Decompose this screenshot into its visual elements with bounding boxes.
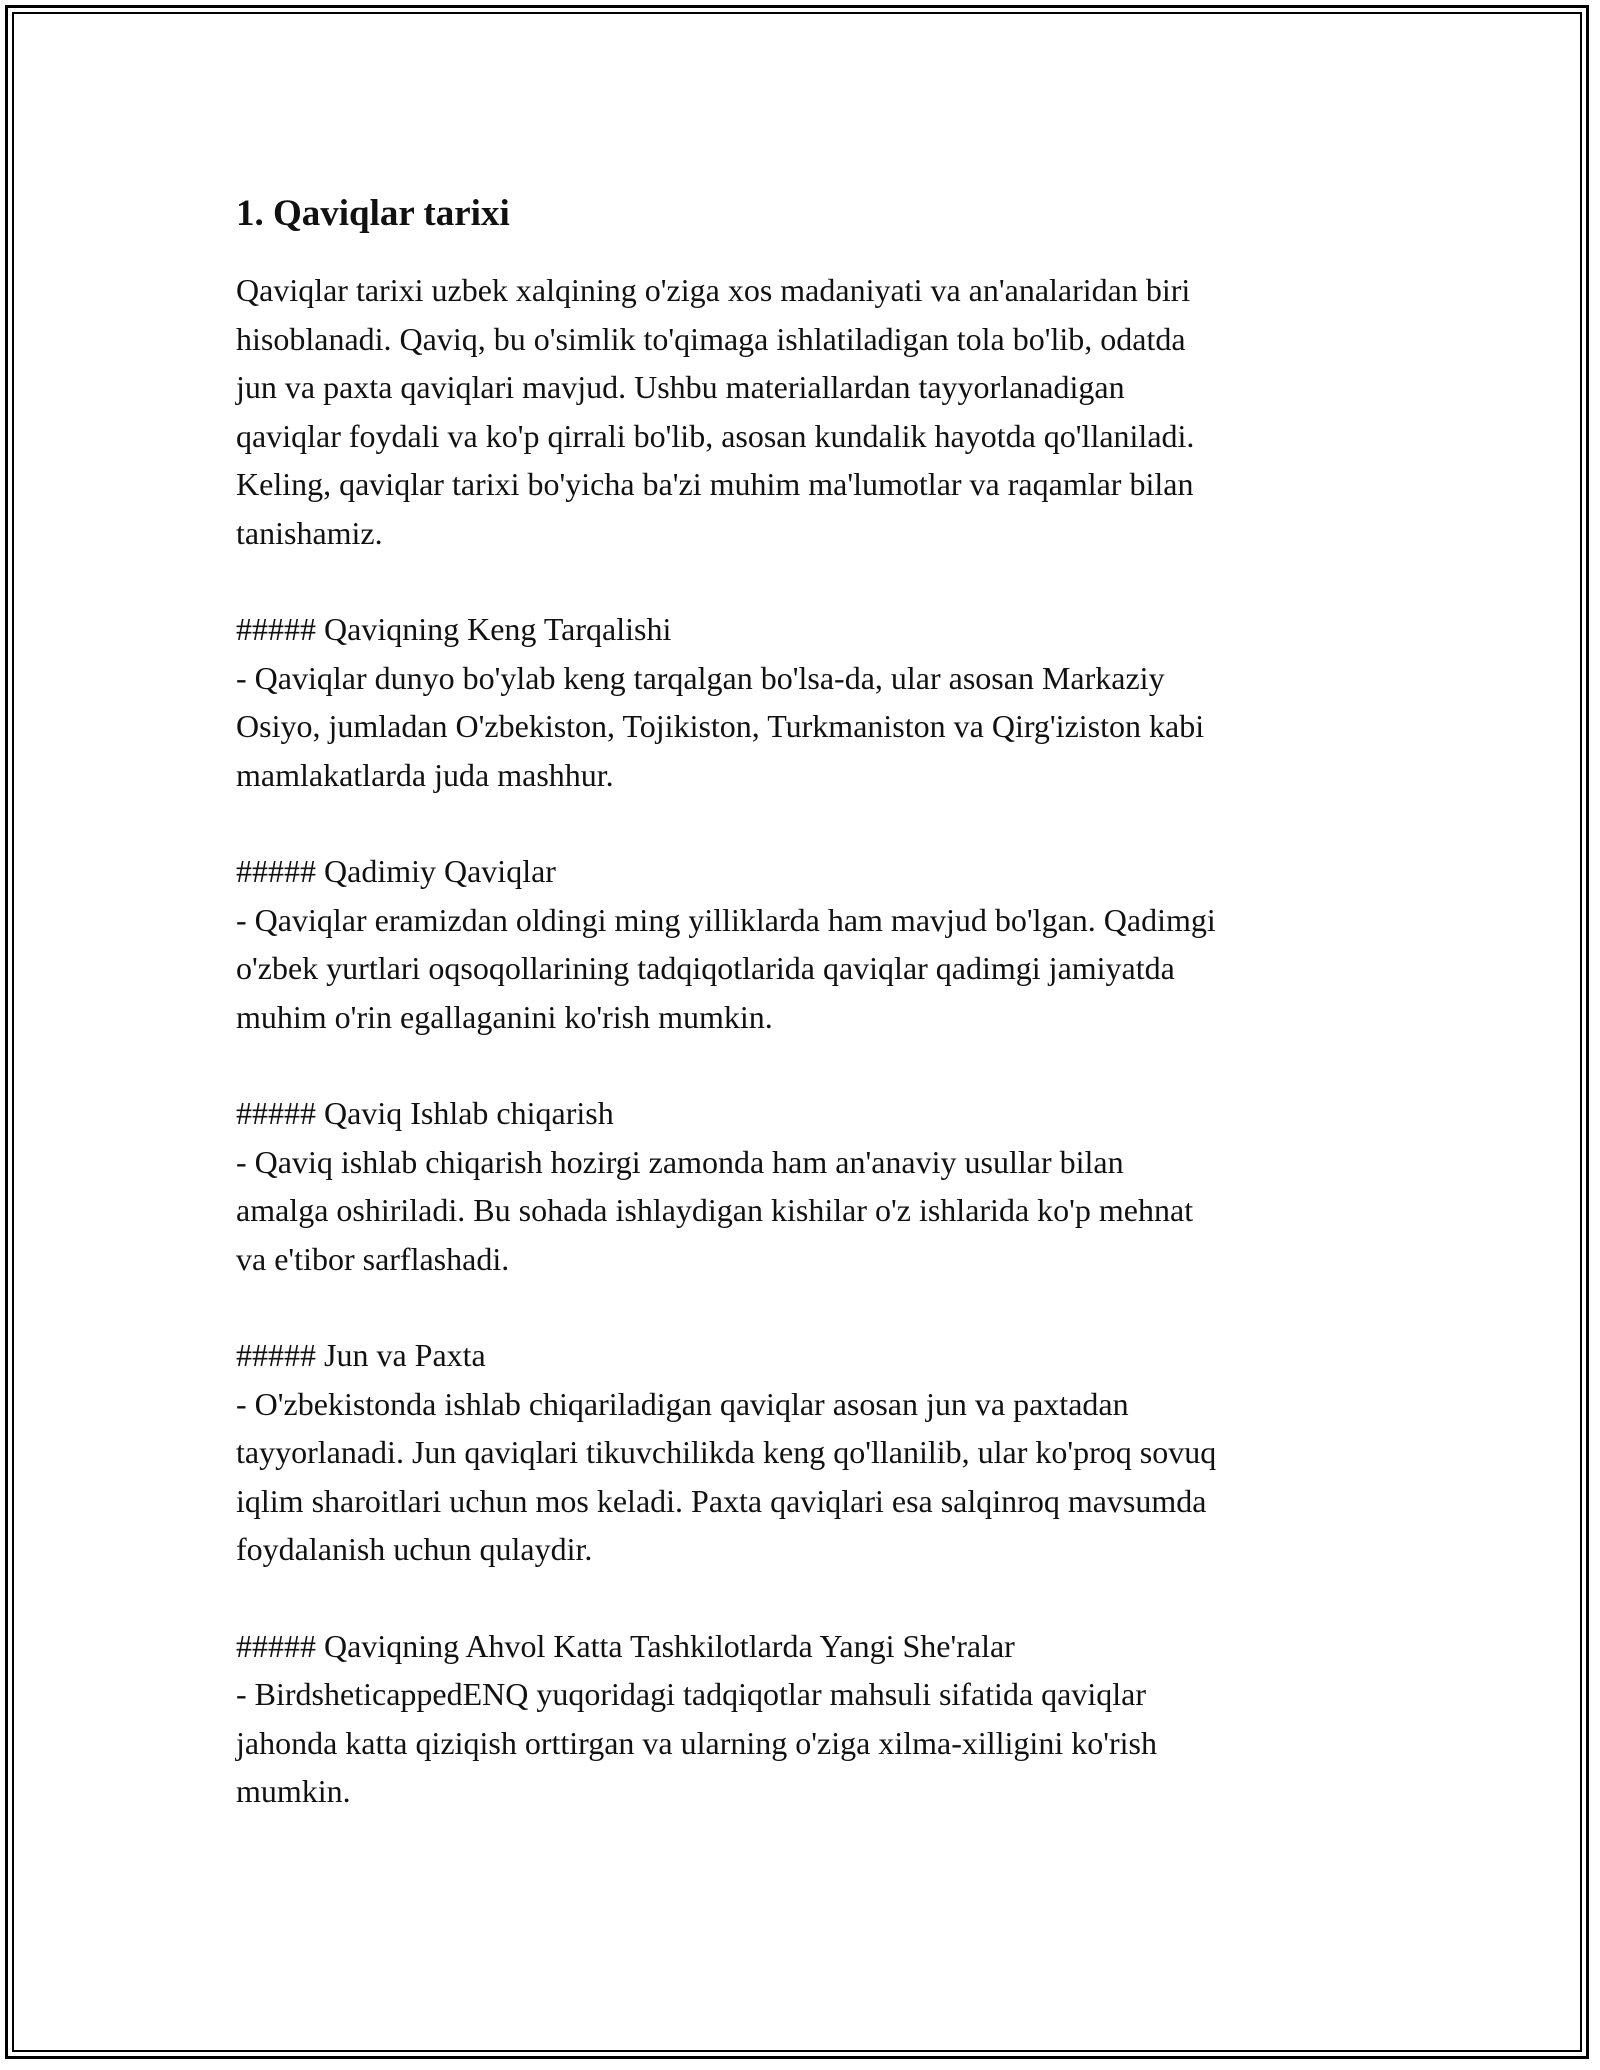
section-ishlab-chiqarish: [236, 1089, 1366, 1283]
intro-line: Keling, qaviqlar tarixi bo'yicha ba'zi muhim ma'lumotlar va raqamlar bilan: [236, 466, 1194, 502]
section-line: - Qaviqlar dunyo bo'ylab keng tarqalgan bo'lsa-da, ular asosan Markaziy: [236, 659, 1165, 696]
section-line: Osiyo, jumladan O'zbekiston, Tojikiston, Turkmaniston va Qirg'iziston kabi: [236, 708, 1205, 744]
intro-line: tanishamiz.: [236, 514, 383, 551]
section-line: - Qaviqlar eramizdan oldingi ming yilliklarda ham mavjud bo'lgan. Qadimgi: [236, 901, 1216, 938]
section-body: [236, 654, 1366, 800]
section-body: [236, 896, 1366, 1042]
section-heading: ##### Jun va Paxta: [236, 1337, 486, 1373]
section-heading: ##### Qaviqning Keng Tarqalishi: [236, 611, 672, 647]
intro-paragraph: [236, 266, 1366, 557]
section-line: foydalanish uchun qulaydir.: [236, 1531, 593, 1567]
section-qadimiy-qaviqlar: [236, 847, 1366, 1041]
intro-line: jun va paxta qaviqlari mavjud. Ushbu materiallardan tayyorlanadigan: [236, 369, 1125, 405]
section-line: tayyorlanadi. Jun qaviqlari tikuvchilikda keng qo'llanilib, ular ko'proq sovuq: [236, 1434, 1217, 1470]
section-line: - O'zbekistonda ishlab chiqariladigan qaviqlar asosan jun va paxtadan: [236, 1385, 1129, 1422]
section-line: jahonda katta qiziqish orttirgan va ularning o'ziga xilma-xilligini ko'rish: [236, 1724, 1157, 1761]
section-body: [236, 1670, 1366, 1816]
section-line: muhim o'rin egallaganini ko'rish mumkin.: [236, 998, 773, 1035]
section-line: iqlim sharoitlari uchun mos keladi. Paxta qaviqlari esa salqinroq mavsumda: [236, 1482, 1207, 1519]
section-keng-tarqalishi: [236, 605, 1366, 799]
intro-line: qaviqlar foydali va ko'p qirrali bo'lib, asosan kundalik hayotda qo'llaniladi.: [236, 417, 1195, 454]
section-line: mamlakatlarda juda mashhur.: [236, 756, 614, 793]
intro-line: hisoblanadi. Qaviq, bu o'simlik to'qimaga ishlatiladigan tola bo'lib, odatda: [236, 320, 1186, 357]
section-line: amalga oshiriladi. Bu sohada ishlaydigan kishilar o'z ishlarida ko'p mehnat: [236, 1192, 1194, 1228]
section-line: - Qaviq ishlab chiqarish hozirgi zamonda ham an'anaviy usullar bilan: [236, 1143, 1124, 1180]
section-line: o'zbek yurtlari oqsoqollarining tadqiqotlarida qaviqlar qadimgi jamiyatda: [236, 950, 1175, 986]
section-ahvol-katta-tashkilotlarda: [236, 1622, 1366, 1816]
section-heading: ##### Qaviqning Ahvol Katta Tashkilotlarda Yangi She'ralar: [236, 1627, 1015, 1664]
section-line: va e'tibor sarflashadi.: [236, 1240, 510, 1277]
section-body: [236, 1380, 1366, 1574]
section-line: mumkin.: [236, 1773, 351, 1809]
section-heading: ##### Qadimiy Qaviqlar: [236, 853, 556, 889]
intro-line: Qaviqlar tarixi uzbek xalqining o'ziga xos madaniyati va an'analaridan biri: [236, 272, 1191, 308]
section-jun-va-paxta: [236, 1331, 1366, 1574]
document-body: [236, 188, 1366, 1864]
section-heading: ##### Qaviq Ishlab chiqarish: [236, 1095, 614, 1131]
section-body: [236, 1138, 1366, 1284]
section-line: - BirdsheticappedENQ yuqoridagi tadqiqotlar mahsuli sifatida qaviqlar: [236, 1676, 1146, 1712]
document-title: 1. Qaviqlar tarixi: [236, 193, 510, 234]
